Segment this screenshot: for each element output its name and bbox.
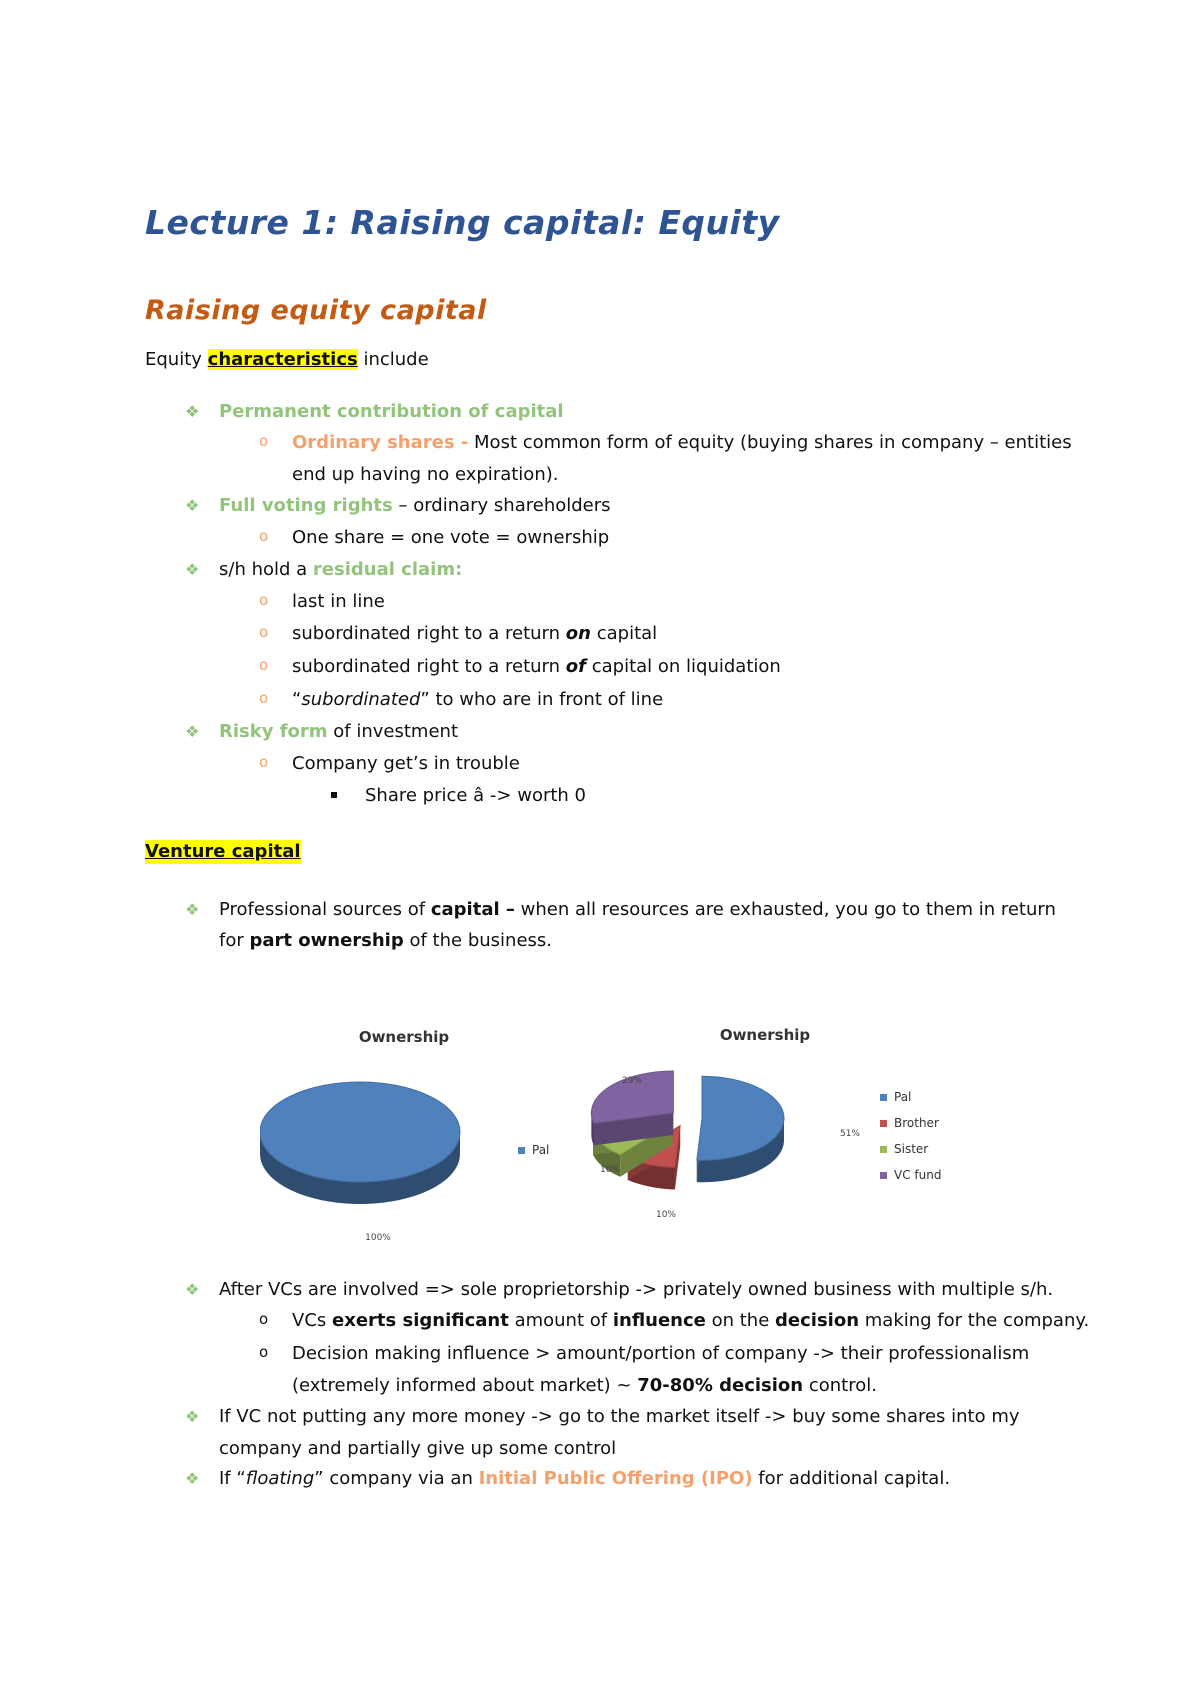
bullet-risky-form bbox=[219, 720, 458, 744]
legend-swatch bbox=[880, 1172, 887, 1179]
emphasis-subordinated: subordinated bbox=[301, 689, 421, 710]
after-vcs-involved: After VCs are involved => sole proprietorship -> privately owned business with multiple s/h. bbox=[219, 1279, 1054, 1300]
sub-right-return-of bbox=[292, 655, 781, 679]
pie-slice-pal bbox=[260, 1082, 460, 1204]
legend-entry: Sister bbox=[894, 1142, 929, 1156]
data-label: 100% bbox=[365, 1233, 391, 1243]
text: If “ bbox=[219, 1468, 246, 1489]
vc-professional-sources-line2 bbox=[219, 929, 552, 953]
text: (extremely informed about market) ~ bbox=[292, 1375, 632, 1396]
text: VCs bbox=[292, 1310, 327, 1331]
residual-pre: s/h hold a bbox=[219, 559, 308, 580]
chart-title: Ownership bbox=[358, 1028, 450, 1046]
bold-decision: decision bbox=[775, 1310, 860, 1331]
bold-exerts-significant: exerts significant bbox=[332, 1310, 509, 1331]
vc-no-more-money: If VC not putting any more money -> go to the market itself -> buy some shares into my bbox=[219, 1406, 1020, 1427]
diamond-bullet-icon: ❖ bbox=[185, 722, 200, 741]
vcs-exert-influence bbox=[292, 1309, 1089, 1333]
intro-line bbox=[145, 348, 429, 372]
bold-influence: influence bbox=[612, 1310, 706, 1331]
subsub-share-price: Share price â -> worth 0 bbox=[365, 785, 587, 806]
sub-ordinary-shares bbox=[292, 431, 1072, 455]
intro-post: include bbox=[363, 349, 429, 370]
chart-title: Ownership bbox=[719, 1026, 811, 1044]
vc-no-more-money-line2: company and partially give up some control bbox=[219, 1438, 617, 1459]
bold-decision-percent: 70-80% decision bbox=[637, 1375, 804, 1396]
data-label: 10% bbox=[655, 1210, 677, 1220]
circle-bullet-icon: o bbox=[259, 591, 269, 609]
data-label: 10% bbox=[599, 1165, 621, 1175]
sub-subordinated-quote bbox=[292, 688, 663, 712]
emphasis-of: of bbox=[565, 656, 586, 677]
text: on the bbox=[711, 1310, 770, 1331]
intro-pre: Equity bbox=[145, 349, 202, 370]
text: subordinated right to a return bbox=[292, 656, 561, 677]
bold-part-ownership: part ownership bbox=[249, 930, 404, 951]
bullet-full-voting-rights bbox=[219, 494, 611, 518]
legend-swatch bbox=[518, 1147, 525, 1154]
square-bullet-icon bbox=[331, 792, 337, 798]
section-heading-raising-equity: Raising equity capital bbox=[145, 295, 487, 326]
ownership-pie-chart-single bbox=[260, 1020, 580, 1260]
diamond-bullet-icon: ❖ bbox=[185, 900, 200, 919]
text: for bbox=[219, 930, 244, 951]
bold-capital: capital – bbox=[430, 899, 515, 920]
highlight-characteristics: characteristics bbox=[207, 349, 358, 370]
sub-right-return-on bbox=[292, 622, 657, 646]
legend-swatch bbox=[880, 1146, 887, 1153]
term-residual-claim: residual claim: bbox=[312, 559, 463, 580]
diamond-bullet-icon: ❖ bbox=[185, 1469, 200, 1488]
legend-swatch bbox=[880, 1094, 887, 1101]
text: for additional capital. bbox=[758, 1468, 951, 1489]
legend-swatch bbox=[880, 1120, 887, 1127]
ordinary-shares-text: Most common form of equity (buying shares in company – entities bbox=[474, 432, 1072, 453]
ordinary-shares-text-line2: end up having no expiration). bbox=[292, 464, 559, 485]
legend-entry: VC fund bbox=[894, 1168, 942, 1182]
diamond-bullet-icon: ❖ bbox=[185, 496, 200, 515]
text: making for the company. bbox=[864, 1310, 1090, 1331]
circle-bullet-icon: o bbox=[259, 689, 269, 707]
sub-one-share-one-vote: One share = one vote = ownership bbox=[292, 527, 610, 548]
text: to who are in front of line bbox=[435, 689, 664, 710]
text: control. bbox=[808, 1375, 877, 1396]
text: subordinated right to a return bbox=[292, 623, 561, 644]
floating-company-ipo bbox=[219, 1467, 950, 1491]
ownership-pie-chart-multi bbox=[580, 1010, 960, 1260]
risky-text: of investment bbox=[333, 721, 458, 742]
decision-making-influence: Decision making influence > amount/portion of company -> their professionalism bbox=[292, 1343, 1030, 1364]
data-label: 29% bbox=[621, 1076, 643, 1086]
pie-slice-pal bbox=[697, 1076, 784, 1182]
text: when all resources are exhausted, you go to them in return bbox=[520, 899, 1056, 920]
text: amount of bbox=[514, 1310, 608, 1331]
page-title: Lecture 1: Raising capital: Equity bbox=[145, 203, 780, 242]
circle-bullet-icon: o bbox=[259, 432, 269, 450]
sub-last-in-line: last in line bbox=[292, 591, 385, 612]
bullet-permanent-contribution: Permanent contribution of capital bbox=[219, 401, 564, 422]
legend-entry: Pal bbox=[894, 1090, 912, 1104]
term-ipo: Initial Public Offering (IPO) bbox=[478, 1468, 753, 1489]
text: ” company via an bbox=[314, 1468, 473, 1489]
term-risky-form: Risky form bbox=[219, 721, 328, 742]
legend-entry: Brother bbox=[894, 1116, 939, 1130]
term-ordinary-shares: Ordinary shares - bbox=[292, 432, 469, 453]
legend-entry: Pal bbox=[532, 1143, 550, 1157]
section-heading-venture-capital: Venture capital bbox=[145, 841, 301, 862]
circle-bullet-icon: o bbox=[259, 656, 269, 674]
quote-open: “ bbox=[292, 689, 302, 710]
decision-making-influence-line2 bbox=[292, 1374, 877, 1398]
circle-bullet-icon: o bbox=[259, 1343, 269, 1361]
text: capital on liquidation bbox=[591, 656, 781, 677]
emphasis-on: on bbox=[565, 623, 591, 644]
quote-close: ” bbox=[420, 689, 430, 710]
text: Professional sources of bbox=[219, 899, 426, 920]
diamond-bullet-icon: ❖ bbox=[185, 402, 200, 421]
data-label: 51% bbox=[839, 1129, 861, 1139]
emphasis-floating: floating bbox=[245, 1468, 315, 1489]
full-voting-text: – ordinary shareholders bbox=[398, 495, 611, 516]
text: capital bbox=[596, 623, 658, 644]
term-full-voting-rights: Full voting rights bbox=[219, 495, 393, 516]
diamond-bullet-icon: ❖ bbox=[185, 560, 200, 579]
circle-bullet-icon: o bbox=[259, 527, 269, 545]
vc-professional-sources bbox=[219, 898, 1056, 922]
diamond-bullet-icon: ❖ bbox=[185, 1280, 200, 1299]
text: of the business. bbox=[409, 930, 552, 951]
circle-bullet-icon: o bbox=[259, 623, 269, 641]
sub-company-trouble: Company get’s in trouble bbox=[292, 753, 520, 774]
diamond-bullet-icon: ❖ bbox=[185, 1407, 200, 1426]
circle-bullet-icon: o bbox=[259, 753, 269, 771]
circle-bullet-icon: o bbox=[259, 1310, 269, 1328]
bullet-residual-claim bbox=[219, 558, 462, 582]
